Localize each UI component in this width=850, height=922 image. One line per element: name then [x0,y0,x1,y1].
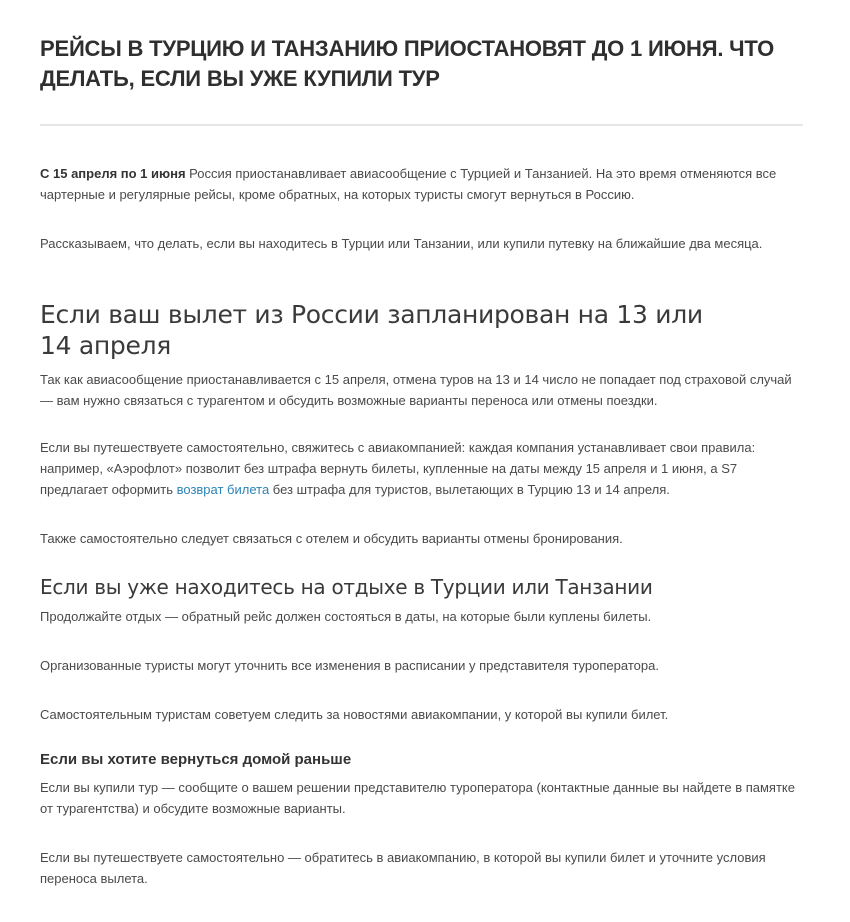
section3-heading: Если вы хотите вернуться домой раньше [40,751,352,768]
section1-heading: Если ваш вылет из России запланирован на 13 или 14 апреля [40,300,703,360]
section3-paragraph-2: Если вы путешествуете самостоятельно — обратитесь в авиакомпанию, в которой вы купили билет и уточните условия переноса вылета. [40,850,766,886]
section1-paragraph-3: Также самостоятельно следует связаться с отелем и обсудить варианты отмены бронирования. [40,531,623,546]
ticket-refund-link[interactable]: возврат билета [176,482,270,497]
article-title: РЕЙСЫ В ТУРЦИЮ И ТАНЗАНИЮ ПРИОСТАНОВЯТ ДО 1 ИЮНЯ. ЧТО ДЕЛАТЬ, ЕСЛИ ВЫ УЖЕ КУПИЛИ ТУР [40,36,775,91]
section3-paragraph-1: Если вы купили тур — сообщите о вашем решении представителю туроператора (контактные данные вы найдете в памятке от турагентства) и обсудите возможные варианты. [40,780,795,816]
intro-lead-rest: Россия приостанавливает авиасообщение с Турцией и Танзанией. На это время отменяются все чартерные и регулярные рейсы, кроме обратных, на которых туристы смогут вернуться в Россию. [40,166,777,202]
section1-p2-before: Если вы путешествуете самостоятельно, свяжитесь с авиакомпанией: каждая компания устанавливает свои правила: например, «Аэрофлот» позволит без штрафа вернуть билеты, купленные на даты между 15 апреля и 1 июня, а S7 предлагает оформить [40,440,756,497]
section2-paragraph-1: Продолжайте отдых — обратный рейс должен состояться в даты, на которые были куплены билеты. [40,609,652,624]
intro-paragraph [40,163,803,205]
section2-heading: Если вы уже находитесь на отдыхе в Турции или Танзании [40,575,653,599]
section1-paragraph-2 [40,437,803,500]
intro-paragraph-2: Рассказываем, что делать, если вы находитесь в Турции или Танзании, или купили путевку на ближайшие два месяца. [40,236,763,251]
section1-paragraph-1: Так как авиасообщение приостанавливается с 15 апреля, отмена туров на 13 и 14 число не попадает под страховой случай — вам нужно связаться с турагентом и обсудить возможные варианты переноса или отмены поездки. [40,372,792,408]
intro-lead-bold: С 15 апреля по 1 июня [40,166,186,181]
section2-paragraph-3: Самостоятельным туристам советуем следить за новостями авиакомпании, у которой вы купили билет. [40,707,669,722]
section1-p2-after: без штрафа для туристов, вылетающих в Турцию 13 и 14 апреля. [269,482,670,497]
section2-paragraph-2: Организованные туристы могут уточнить все изменения в расписании у представителя туроператора. [40,658,659,673]
title-divider [40,124,803,126]
